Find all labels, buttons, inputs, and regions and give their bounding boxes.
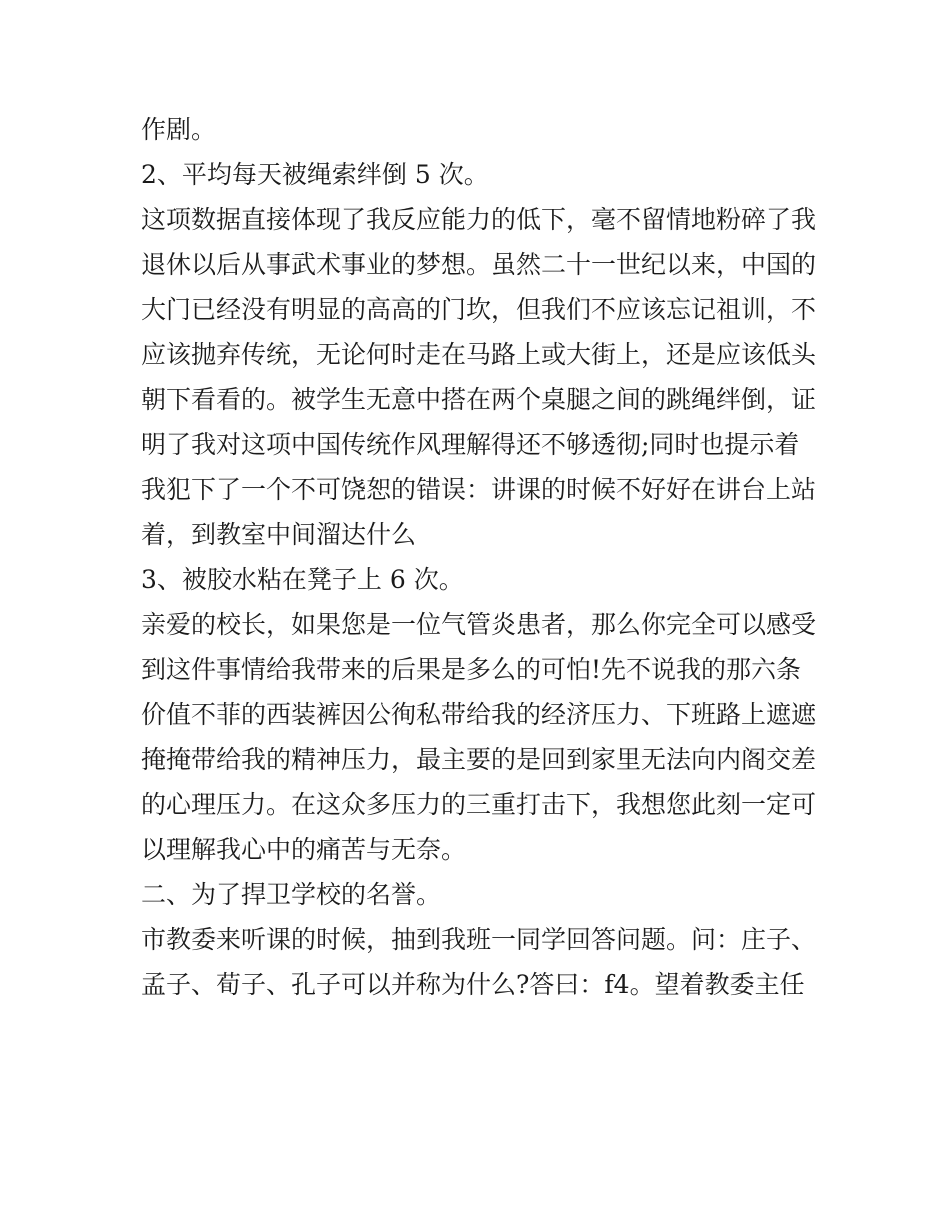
text-line: 明了我对这项中国传统作风理解得还不够透彻;同时也提示着 <box>141 430 800 459</box>
section-heading: 3、被胶水粘在凳子上 6 次。 <box>141 565 464 594</box>
section-heading: 2、平均每天被绳索绊倒 5 次。 <box>141 160 489 189</box>
text-line: 掩掩带给我的精神压力，最主要的是回到家里无法向内阁交差 <box>141 745 817 774</box>
text-line: 亲爱的校长，如果您是一位气管炎患者，那么你完全可以感受 <box>141 610 817 639</box>
text-line: 朝下看看的。被学生无意中搭在两个桌腿之间的跳绳绊倒，证 <box>141 385 817 414</box>
text-line: 大门已经没有明显的高高的门坎，但我们不应该忘记祖训，不 <box>141 295 817 324</box>
text-line: 孟子、荀子、孔子可以并称为什么?答曰：f4。望着教委主任 <box>141 970 805 999</box>
text-line: 以理解我心中的痛苦与无奈。 <box>141 835 467 864</box>
text-line: 价值不菲的西装裤因公徇私带给我的经济压力、下班路上遮遮 <box>141 700 817 729</box>
text-line: 退休以后从事武术事业的梦想。虽然二十一世纪以来，中国的 <box>141 250 817 279</box>
text-line: 作剧。 <box>141 115 217 144</box>
body-text <box>141 107 817 1007</box>
text-line: 市教委来听课的时候，抽到我班一同学回答问题。问：庄子、 <box>141 925 817 954</box>
text-line: 到这件事情给我带来的后果是多么的可怕!先不说我的那六条 <box>141 655 802 684</box>
text-line: 应该抛弃传统，无论何时走在马路上或大街上，还是应该低头 <box>141 340 817 369</box>
text-line: 着，到教室中间溜达什么 <box>141 520 417 549</box>
text-line: 这项数据直接体现了我反应能力的低下，毫不留情地粉碎了我 <box>141 205 817 234</box>
text-line: 的心理压力。在这众多压力的三重打击下，我想您此刻一定可 <box>141 790 817 819</box>
section-heading: 二、为了捍卫学校的名誉。 <box>141 880 442 909</box>
text-line: 我犯下了一个不可饶恕的错误：讲课的时候不好好在讲台上站 <box>141 475 817 504</box>
